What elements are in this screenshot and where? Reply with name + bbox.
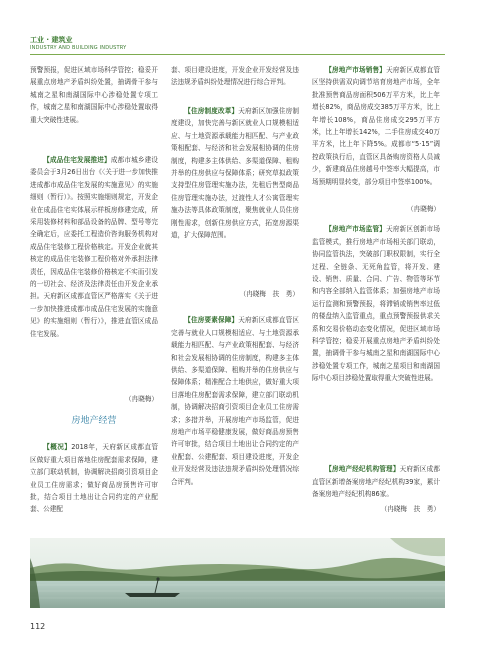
paragraph <box>312 223 440 459</box>
paragraph-heading: 【概况】 <box>43 443 72 452</box>
paragraph <box>30 441 158 515</box>
section-title: 房地产经营 <box>71 416 117 427</box>
paragraph-body: 2018年，天府新区成都直管区做好重大项目落地住房配套需求保障，建立部门联动机制，协调解决招商引资项目企业员工住房需求；做好商品房预售许可审批，结合项目土地出让合同约定的产业配套、公建配 <box>30 443 159 514</box>
author-signature: （冉晓梅） <box>407 205 440 213</box>
paragraph-body: 成都市城乡建设委员会于3月26日出台《〈关于进一步加快推进成都市成品住宅发展的实施意见〉的实施细则（暂行）》。按照实施细则规定，开发企业在成品住宅实体展示样板房修建完成，所采用装修材料和部品设备的品牌、型号等完全确定后，应委托工程造价咨询服务机构对成品住宅装修工程价格核定。开发企业就其核定的成品住宅装修工程价格对外承担法律责任，因成品住宅装修价格核定不实而引发的一切社会、经济及法律责任由开发企业承担。天府新区成都直管区严格落实《关于进一步加快推进成都市成品住宅发展的实施意见》的实施细则（暂行）》，推进直管区成品住宅发展。 <box>30 156 159 338</box>
running-header <box>30 36 126 52</box>
column-2 <box>171 64 299 486</box>
paragraph <box>30 154 158 390</box>
paragraph <box>171 105 299 285</box>
paragraph-body: 天府新区成都直管区新增备案房地产经纪机构39家，累计备案房地产经纪机构86家。 <box>312 465 441 499</box>
paragraph-heading: 【住房要素保障】 <box>184 316 239 325</box>
paragraph-body: 天府新区成都直管区完善与就业人口规模相适应、与土地资源承载能力相匹配、与产业政策相配套、与经济和社会发展相协调的住房制度，构建多主体供给、多渠道保障、租购并举的住房供应与保障体系；精准配合土地供应，做好重大项目落地住房配套需求保障，建立部门联动机制，协调解决招商引资项目企业员工住房需求；多措并举，开展房地产市场监管，促进房地产市场平稳健康发展，做好商品房预售许可审批，结合项目土地出让合同约定的产业配套、公建配套、项目建设进度，开发企业开发经营及违法违规矛盾纠纷处理情况综合评判。 <box>171 316 299 486</box>
photo-illustration <box>30 538 445 608</box>
header-rule <box>30 54 445 55</box>
author-signature: （冉晓梅 扶 勇） <box>239 290 299 298</box>
paragraph-heading: 【成品住宅发展推进】 <box>43 156 111 164</box>
paragraph: 预警预报，促进区域市场科学管控；稳妥开展重点房地产矛盾纠纷处置，抽调骨干参与城南之星和南湖国际中心涉稳处置专项工作，城南之星和南湖国际中心涉稳处置取得重大突破性进展。 <box>30 66 158 124</box>
author-signature: （冉晓梅 扶 勇） <box>380 505 440 514</box>
paragraph-body: 天府新区成都直管区坚持供需双向调节培育房地产市场，全年批准预售商品房面积506万平方米，比上年增长82%，商品房成交385万平方米，比上年增长108%，商品住房成交295万平方米，比上年增长142%，二手住房成交40万平方米，比上年下降5%。成都市“5·15”调控政策执行后，直管区具备购房资格人员减少，新建商品住房越号中签率大幅提高，市场预期明显转变，部分项目中签率100%。 <box>312 66 441 186</box>
paragraph-heading: 【住房制度改革】 <box>184 107 239 115</box>
header-subtitle: INDUSTRY AND BUILDING INDUSTRY <box>30 45 127 51</box>
header-title: 工业 · 建筑业 <box>30 36 73 44</box>
paragraph-body: 天府新区创新市场监管模式，推行房地产市场相关部门联动，协同监管执法，突破部门职权限制，实行全过程、全链条、无死角监管，将开发、建设、销售、质量、合同、广告、物管等环节和内容全部纳入监管体系；加强房地产市场运行监测和预警预报，将滞销或销售率过低的楼盘纳入监管重点，重点预警预报供求关系和交易价格动态变化情况，促进区域市场科学管控；稳妥开展重点房地产矛盾纠纷处置，抽调骨干参与城南之星和南湖国际中心涉稳处置专项工作，城南之星项目和南湖国际中心项目涉稳处置取得重大突破性进展。 <box>312 225 441 383</box>
paragraph <box>312 64 440 200</box>
paragraph <box>171 314 299 486</box>
column-1 <box>30 64 158 515</box>
paragraph-body: 天府新区加强住房制度建设，加快完善与新区就业人口规模相适应、与土地资源承载能力相匹配、与产业政策相配套、与经济和社会发展相协调的住房制度，构建多主体供给、多渠道保障、租购并举的住房供应与保障体系；研究草拟政策支持型住房管理实施办法，先租后售型商品住房管理实施办法，过渡性人才公寓管理实施办法等具体政策制度，聚焦就业人员住房刚性需求，创新住房供应方式，拓宽房源渠道，扩大保障范围。 <box>171 107 299 240</box>
page-number: 112 <box>30 622 46 631</box>
author-signature: （冉晓梅） <box>125 395 158 403</box>
paragraph-heading: 【房地产市场销售】 <box>325 66 387 74</box>
paragraph-heading: 【房地产市场监管】 <box>325 225 387 234</box>
paragraph-heading: 【房地产经纪机构管理】 <box>325 465 400 474</box>
column-3 <box>312 64 440 524</box>
paragraph <box>312 463 440 500</box>
paragraph: 套、项目建设进度，开发企业开发经营及违法违规矛盾纠纷处理情况进行综合评判。 <box>171 66 299 87</box>
lake-boat-photo <box>30 538 445 608</box>
